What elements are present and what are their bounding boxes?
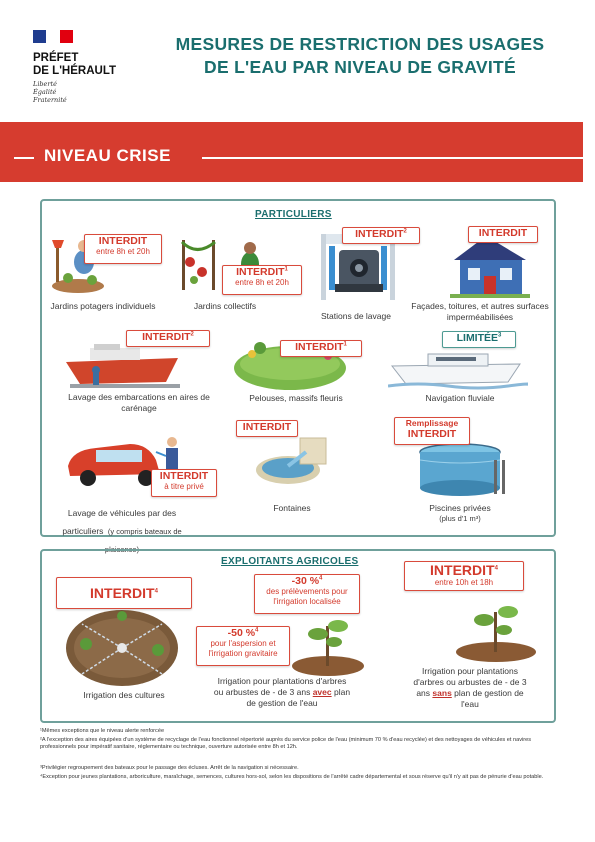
caption-part-b: plan de gestion de l'eau xyxy=(454,688,524,709)
caption-plantations-avec-plan xyxy=(212,676,352,709)
caption-fontaines: Fontaines xyxy=(273,503,311,513)
badge-status: INTERDIT xyxy=(407,428,457,440)
badge-status: INTERDIT xyxy=(478,227,528,239)
status-badge-stations-lavage xyxy=(342,227,420,244)
republic-motto xyxy=(33,80,67,104)
badge-status: INTERDIT xyxy=(142,331,191,343)
status-badge-irrigation-localisee xyxy=(254,574,360,614)
footnote-4: ⁴Exception pour jeunes plantations, arboriculture, maraîchage, semences, cultures hors-sol, selon les dispositions de l'arrêté cadre départemental et sous réserve qu'il n'y ait pas de pénurie d'eau potable. xyxy=(40,774,544,780)
footnote-1: ¹Mêmes exceptions que le niveau alerte renforcée xyxy=(40,728,165,734)
badge-status: INTERDIT xyxy=(90,585,155,601)
badge-percentage: -30 % xyxy=(291,575,320,587)
status-badge-navigation xyxy=(442,331,516,348)
caption-facades: Façades, toitures, et autres surfaces imperméabilisées xyxy=(411,301,549,322)
caption-emphasis-sans: sans xyxy=(432,688,452,698)
badge-status: LIMITÉE xyxy=(456,332,499,344)
badge-footnote-ref: 2 xyxy=(403,228,407,235)
caption-embarcations: Lavage des embarcations en aires de carénage xyxy=(68,392,210,413)
prefet-line-1: PRÉFET xyxy=(33,52,79,64)
caption-note: (y compris bateaux de plaisance) xyxy=(104,527,182,554)
banner-rule-right xyxy=(202,157,583,159)
caption-navigation: Navigation fluviale xyxy=(425,393,495,403)
footnote-2: ²A l'exception des aires équipées d'un système de recyclage de l'eau fonctionnel répertorié auprès du service police de l'eau (minimum 70 % d'eau recyclée) et des nettoyages de véhicules et navires professionnels pour impératif sanitaire, réglementaire ou technique, ouverture autorisée entre 8h et 12h. xyxy=(40,737,532,750)
caption-plantations-sans-plan xyxy=(412,666,528,710)
swimming-pool-icon xyxy=(416,440,506,500)
title-line-2: DE L'EAU PAR NIVEAU DE GRAVITÉ xyxy=(204,57,516,77)
motto-liberte: Liberté xyxy=(33,80,57,88)
badge-note: à titre privé xyxy=(164,482,204,491)
badge-footnote-ref: 1 xyxy=(284,266,288,273)
badge-status: INTERDIT xyxy=(295,341,344,353)
badge-status: INTERDIT xyxy=(242,421,292,433)
river-boat-icon xyxy=(388,342,528,392)
caption-part-b: plan de gestion de l'eau xyxy=(246,687,351,708)
status-badge-lavage-vehicules xyxy=(151,469,217,497)
crop-irrigation-icon xyxy=(62,604,182,688)
motto-egalite: Égalité xyxy=(33,88,57,96)
badge-status: INTERDIT xyxy=(159,470,209,482)
young-tree-with-plan-icon xyxy=(288,606,368,678)
badge-footnote-ref: 4 xyxy=(319,575,323,582)
caption-emphasis-avec: avec xyxy=(312,687,332,697)
caption-pelouses: Pelouses, massifs fleuris xyxy=(249,393,343,403)
status-badge-piscines xyxy=(394,417,470,445)
french-flag-logo xyxy=(33,30,73,43)
caption-irrigation-cultures: Irrigation des cultures xyxy=(83,690,165,700)
badge-footnote-ref: 4 xyxy=(255,627,259,634)
caption-note: (plus d'1 m³) xyxy=(439,514,481,523)
particuliers-title: PARTICULIERS xyxy=(255,209,332,220)
badge-note: entre 10h et 18h xyxy=(434,578,494,587)
badge-footnote-ref: 3 xyxy=(498,332,502,339)
status-badge-jardins-potagers xyxy=(84,234,162,264)
caption-main: Piscines privées xyxy=(429,503,491,513)
prefecture-name xyxy=(33,52,116,78)
badge-status: INTERDIT xyxy=(98,235,148,247)
caption-stations-lavage: Stations de lavage xyxy=(321,311,391,321)
badge-note: pour l'aspersion et l'irrigation gravitaire xyxy=(208,639,278,658)
badge-note: entre 8h et 20h xyxy=(96,247,150,256)
page-title xyxy=(150,33,570,79)
badge-note: des prélèvements pour l'irrigation localisée xyxy=(266,587,348,606)
status-badge-facades xyxy=(468,226,538,243)
badge-footnote-ref: 2 xyxy=(190,331,194,338)
status-badge-aspersion xyxy=(196,626,290,666)
motto-fraternite: Fraternité xyxy=(33,96,67,104)
young-tree-without-plan-icon xyxy=(452,594,542,664)
badge-status: INTERDIT xyxy=(355,228,404,240)
badge-pre-label: Remplissage xyxy=(405,418,459,428)
fountain-icon xyxy=(252,432,332,487)
agricoles-title: EXPLOITANTS AGRICOLES xyxy=(221,556,359,567)
caption-piscines xyxy=(410,503,510,524)
banner-label: NIVEAU CRISE xyxy=(44,146,171,165)
banner-rule-left xyxy=(14,157,34,159)
status-badge-irrigation-cultures xyxy=(56,577,192,609)
caption-main: Lavage de véhicules par des particuliers xyxy=(62,508,177,536)
badge-status: INTERDIT xyxy=(236,266,285,278)
status-badge-fontaines xyxy=(236,420,298,437)
status-badge-plantations-sans-plan xyxy=(404,561,524,591)
badge-footnote-ref: 4 xyxy=(494,565,498,572)
prefet-line-2: DE L'HÉRAULT xyxy=(33,65,117,77)
caption-jardins-potagers: Jardins potagers individuels xyxy=(50,301,156,311)
badge-status: INTERDIT xyxy=(430,562,495,578)
badge-footnote-ref: 4 xyxy=(154,588,158,595)
status-badge-jardins-collectifs xyxy=(222,265,302,295)
title-line-1: MESURES DE RESTRICTION DES USAGES xyxy=(175,34,545,54)
badge-note: entre 8h et 20h xyxy=(235,278,289,287)
status-badge-pelouses xyxy=(280,340,362,357)
caption-part-a: Irrigation pour plantations d'arbres ou arbustes de - de 3 ans xyxy=(413,666,527,698)
status-badge-embarcations xyxy=(126,330,210,347)
footnote-3: ³Privilégier regroupement des bateaux pour le passage des écluses. Arrêt de la navigation si nécessaire. xyxy=(40,765,299,771)
badge-percentage: -50 % xyxy=(227,627,256,639)
badge-footnote-ref: 1 xyxy=(343,341,347,348)
caption-part-a: Irrigation pour plantations d'arbres ou arbustes de - de 3 ans xyxy=(213,676,347,697)
caption-jardins-collectifs: Jardins collectifs xyxy=(193,301,257,311)
